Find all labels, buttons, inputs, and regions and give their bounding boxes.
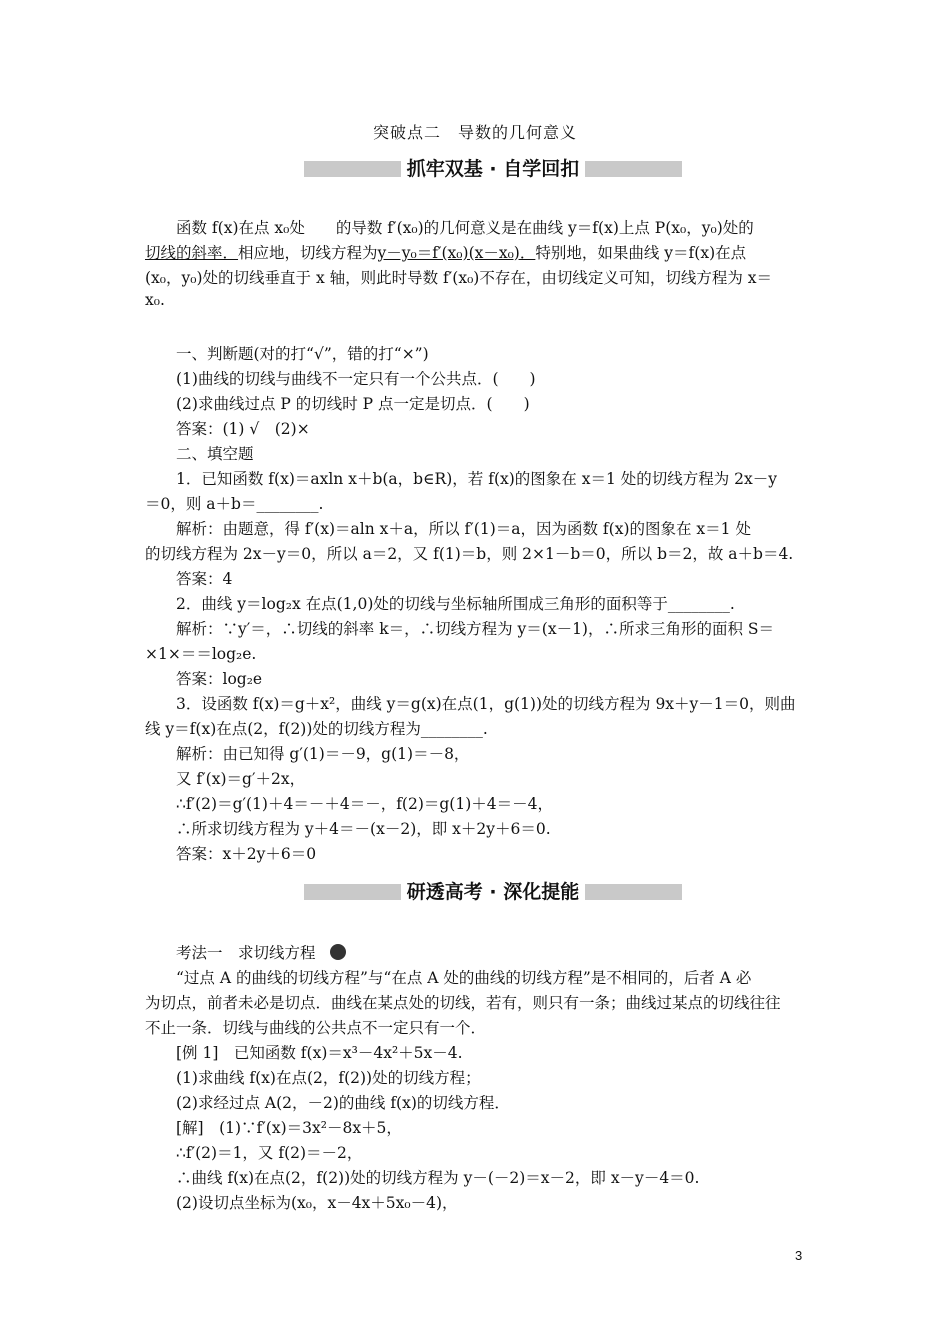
banner-exam <box>304 879 682 905</box>
bullet-dot-icon <box>330 944 346 960</box>
section-title: 突破点二 导数的几何意义 <box>372 123 577 142</box>
tail-line: 不止一条．切线与曲线的公共点不一定只有一个． <box>145 1019 487 1037</box>
tail-line: [例 1] 已知函数 f(x)＝x³－4x²＋5x－4. <box>176 1044 463 1062</box>
body-line: 1．已知函数 f(x)＝axln x＋b(a，b∈R)，若 f(x)的图象在 x＝1 处的切线方程为 2x－y <box>176 470 778 488</box>
intro-mid: 相应地，切线方程为 <box>238 244 378 262</box>
banner-basics <box>304 156 682 182</box>
body-line: 答案：x＋2y＋6＝0 <box>176 845 317 863</box>
intro-line-3: (x₀，y₀)处的切线垂直于 x 轴，则此时导数 f′(x₀)不存在，由切线定义可知，切线方程为 x＝ <box>145 269 773 287</box>
body-line: 答案：log₂e <box>176 670 263 688</box>
body-line: 2．曲线 y＝log₂x 在点(1,0)处的切线与坐标轴所围成三角形的面积等于________. <box>176 595 735 613</box>
body-line: 一、判断题(对的打“√”，错的打“×”) <box>176 345 429 363</box>
tail-line: (2)求经过点 A(2，－2)的曲线 f(x)的切线方程． <box>176 1094 510 1112</box>
tail-line: ∴曲线 f(x)在点(2，f(2))处的切线方程为 y－(－2)＝x－2，即 x－y－4＝0. <box>176 1169 700 1187</box>
intro-underline-1: 切线的斜率． <box>145 244 239 262</box>
method-title <box>176 941 346 963</box>
intro-underline-2: y－y₀＝f′(x₀)(x－x₀)． <box>377 244 536 262</box>
body-line: ∴f′(2)＝g′(1)＋4＝－＋4＝－，f(2)＝g(1)＋4＝－4， <box>176 795 553 813</box>
body-line: ∴所求切线方程为 y＋4＝－(x－2)，即 x＋2y＋6＝0. <box>176 820 551 838</box>
body-line: 解析：∵y′＝，∴切线的斜率 k＝，∴切线方程为 y＝(x－1)，∴所求三角形的面积 S＝ <box>176 620 775 638</box>
tail-line: ∴f′(2)＝1，又 f(2)＝－2， <box>176 1144 363 1162</box>
intro-post: 特别地，如果曲线 y＝f(x)在点 <box>535 244 747 262</box>
tail-line: [解] (1)∵f′(x)＝3x²－8x＋5， <box>176 1119 402 1137</box>
body-line: 又 f′(x)＝g′＋2x， <box>176 770 306 788</box>
intro-line-2 <box>145 241 746 263</box>
method-title-label: 考法一 求切线方程 <box>176 944 316 962</box>
tail-line: “过点 A 的曲线的切线方程”与“在点 A 处的曲线的切线方程”是不相同的，后者 A 必 <box>176 969 752 987</box>
banner-exam-label: 研透高考 · 深化提能 <box>401 881 585 903</box>
intro-line-1: 函数 f(x)在点 x₀处 的导数 f′(x₀)的几何意义是在曲线 y＝f(x)上点 P(x₀，y₀)处的 <box>176 219 754 237</box>
banner-basics-label: 抓牢双基 · 自学回扣 <box>401 158 585 180</box>
body-line: 的切线方程为 2x－y＝0，所以 a＝2，又 f(1)＝b，则 2×1－b＝0，所以 b＝2，故 a＋b＝4. <box>145 545 794 563</box>
body-line: ×1×＝＝log₂e. <box>145 645 257 663</box>
intro-line-4: x₀. <box>145 291 165 309</box>
body-line: 线 y＝f(x)在点(2，f(2))处的切线方程为________. <box>145 720 488 738</box>
tail-line: 为切点，前者未必是切点．曲线在某点处的切线，若有，则只有一条；曲线过某点的切线往往 <box>145 994 781 1012</box>
body-line: ＝0，则 a＋b＝________. <box>145 495 324 513</box>
body-line: 解析：由题意，得 f′(x)＝aln x＋a，所以 f′(1)＝a，因为函数 f(x)的图象在 x＝1 处 <box>176 520 751 538</box>
body-line: 答案：(1) √ (2)× <box>176 420 310 438</box>
body-line: (1)曲线的切线与曲线不一定只有一个公共点．( ) <box>176 370 536 388</box>
tail-line: (2)设切点坐标为(x₀，x－4x＋5x₀－4)， <box>176 1194 458 1212</box>
body-line: (2)求曲线过点 P 的切线时 P 点一定是切点．( ) <box>176 395 530 413</box>
body-line: 3．设函数 f(x)＝g＋x²，曲线 y＝g(x)在点(1，g(1))处的切线方程为 9x＋y－1＝0，则曲 <box>176 695 796 713</box>
tail-line: (1)求曲线 f(x)在点(2，f(2))处的切线方程； <box>176 1069 481 1087</box>
body-line: 答案：4 <box>176 570 233 588</box>
body-line: 二、填空题 <box>176 445 254 463</box>
page-number: 3 <box>795 1248 803 1263</box>
body-line: 解析：由已知得 g′(1)＝－9，g(1)＝－8， <box>176 745 470 763</box>
